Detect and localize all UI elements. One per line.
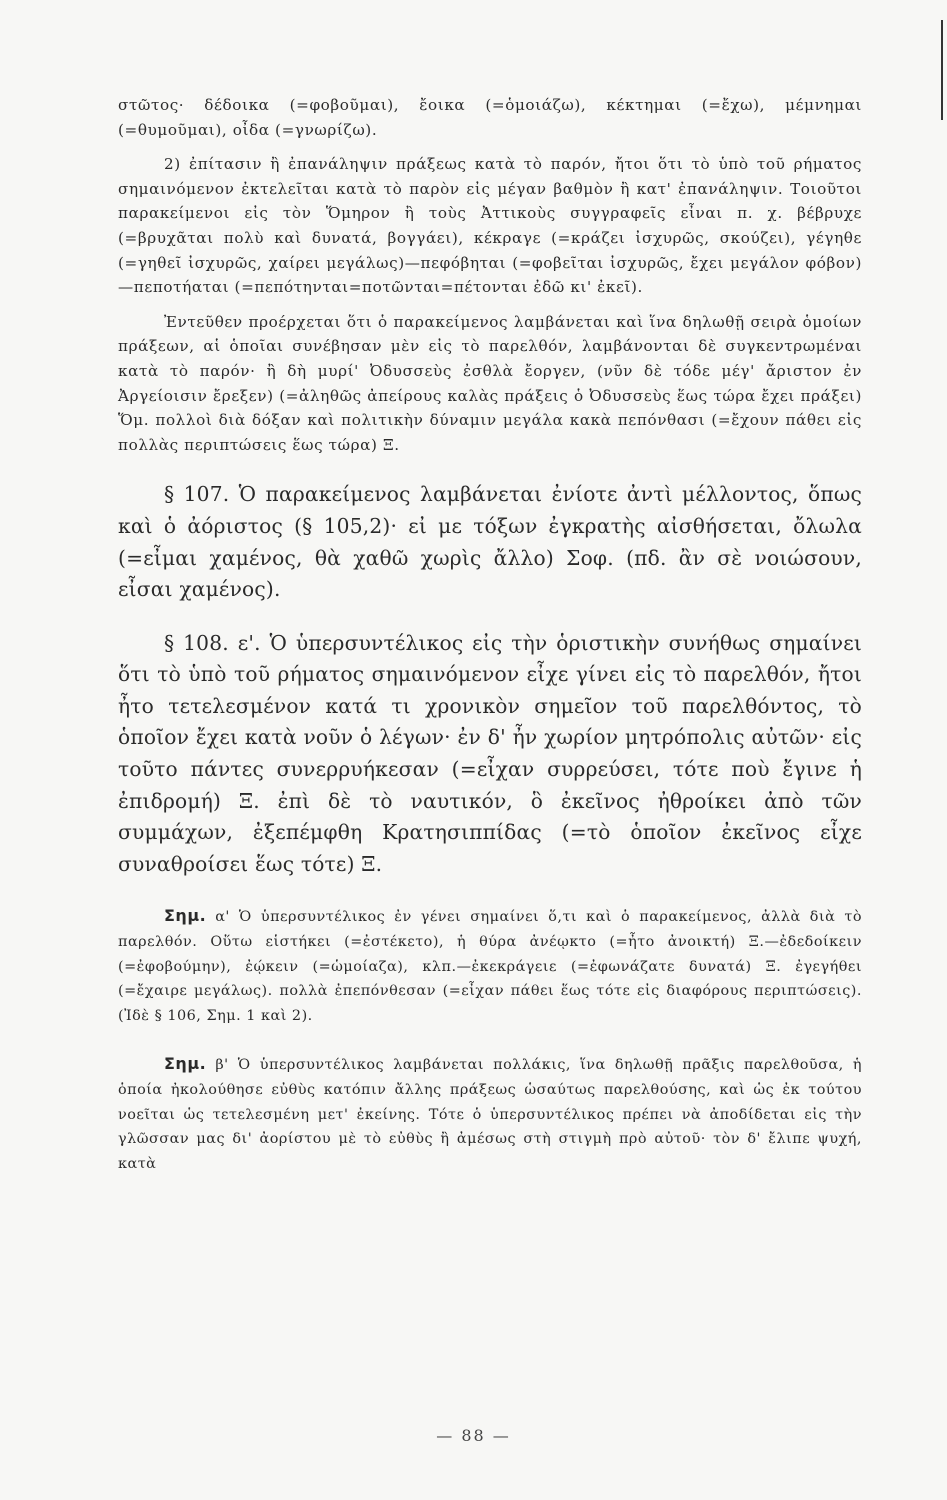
note-2-text: β' Ὁ ὑπερσυντέλικος λαμβάνεται πολλάκις, ἵνα δηλωθῇ πρᾶξις παρελθοῦσα, ἡ ὁποία ἠκολούθησε εὐθὺς κατόπιν ἄλλης πράξεως ὡσαύτως παρελθούσης, καὶ ὡς ἐκ τούτου νοεῖται ὡς τετελεσμένη μετ' ἐκείνης. Τότε ὁ ὑπερσυντέλικος πρέπει νὰ ἀποδίδεται εἰς τὴν γλῶσσαν μας δι' ἀορίστου μὲ τὸ εὐθὺς ἢ ἀμέσως στὴ στιγμὴ πρὸ αὐτοῦ· τὸν δ' ἔλιπε ψυχή, κατὰ	[118, 1057, 862, 1172]
page-number: — 88 —	[436, 1426, 511, 1445]
section-107: § 107. Ὁ παρακείμενος λαμβάνεται ἐνίοτε ἀντὶ μέλλοντος, ὅπως καὶ ὁ ἀόριστος (§ 105,2)· εἰ με τόξων ἐγκρατὴς αἰσθήσεται, ὄλωλα (=εἶμαι χαμένος, θὰ χαθῶ χωρὶς ἄλλο) Σοφ. (πδ. ἂν σὲ νοιώσουν, εἶσαι χαμένος).	[118, 482, 862, 602]
paragraph-3: Ἐντεῦθεν προέρχεται ὅτι ὁ παρακείμενος λαμβάνεται καὶ ἵνα δηλωθῇ σειρὰ ὁμοίων πράξεων, αἱ ὁποῖαι συνέβησαν μὲν εἰς τὸ παρελθόν, λαμβάνονται δὲ συγκεντρωμέναι κατὰ τὸ παρόν· ἢ δὴ μυρί' Ὀδυσσεὺς ἐσθλὰ ἔοργεν, (νῦν δὲ τόδε μέγ' ἄριστον ἐν Ἀργείοισιν ἔρεξεν) (=ἀληθῶς ἀπείρους καλὰς πράξεις ὁ Ὀδυσσεὺς ἕως τώρα ἔχει πράξει) Ὅμ. πολλοὶ διὰ δόξαν καὶ πολιτικὴν δύναμιν μεγάλα κακὰ πεπόνθασι (=ἔχουν πάθει εἰς πολλὰς περιπτώσεις ἕως τώρα) Ξ.	[118, 312, 862, 454]
page-edge-mark	[941, 20, 943, 120]
note-1	[118, 904, 862, 1028]
paragraph-1: στῶτος· δέδοικα (=φοβοῦμαι), ἔοικα (=ὁμοιάζω), κέκτημαι (=ἔχω), μέμνημαι (=θυμοῦμαι), οἶδα (=γνωρίζω).	[118, 96, 862, 139]
paragraph-2: 2) ἐπίτασιν ἢ ἐπανάληψιν πράξεως κατὰ τὸ παρόν, ἤτοι ὅτι τὸ ὑπὸ τοῦ ρήματος σημαινόμενον ἐκτελεῖται κατὰ τὸ παρὸν εἰς μέγαν βαθμὸν ἢ κατ' ἐπανάληψιν. Τοιοῦτοι παρακείμενοι εἰς τὸν Ὅμηρον ἢ τοὺς Ἀττικοὺς συγγραφεῖς εἶναι π. χ. βέβρυχε (=βρυχᾶται πολὺ καὶ δυνατά, βογγάει), κέκραγε (=κράζει ἰσχυρῶς, σκούζει), γέγηθε (=γηθεῖ ἰσχυρῶς, χαίρει μεγάλως)—πεφόβηται (=φοβεῖται ἰσχυρῶς, ἔχει μεγάλον φόβον)—πεποτήαται (=πεπότηνται=ποτῶνται=πέτονται ἐδῶ κι' ἐκεῖ).	[118, 155, 862, 297]
note-1-text: α' Ὁ ὑπερσυντέλικος ἐν γένει σημαίνει ὅ,τι καὶ ὁ παρακείμενος, ἀλλὰ διὰ τὸ παρελθόν. Οὕτω εἱστήκει (=ἐστέκετο), ἡ θύρα ἀνέῳκτο (=ἦτο ἀνοικτή) Ξ.—ἐδεδοίκειν (=ἐφοβούμην), ἐῴκειν (=ὡμοίαζα), κλπ.—ἐκεκράγειε (=ἐφωνάζατε δυνατά) Ξ. ἐγεγήθει (=ἔχαιρε μεγάλως). πολλὰ ἐπεπόνθεσαν (=εἶχαν πάθει ἕως τότε εἰς διαφόρους περιπτώσεις). (Ἰδὲ § 106, Σημ. 1 καὶ 2).	[118, 909, 862, 1024]
page-body	[118, 93, 862, 1176]
section-108: § 108. ε'. Ὁ ὑπερσυντέλικος εἰς τὴν ὁριστικὴν συνήθως σημαίνει ὅτι τὸ ὑπὸ τοῦ ρήματος σημαινόμενον εἶχε γίνει εἰς τὸ παρελθόν, ἤτοι ἦτο τετελεσμένον κατά τι χρονικὸν σημεῖον τοῦ παρελθόντος, τὸ ὁποῖον ἔχει κατὰ νοῦν ὁ λέγων· ἐν δ' ἦν χωρίον μητρόπολις αὐτῶν· εἰς τοῦτο πάντες συνερρυήκεσαν (=εἶχαν συρρεύσει, τότε ποὺ ἔγινε ἡ ἐπιδρομή) Ξ. ἐπὶ δὲ τὸ ναυτικόν, ὃ ἐκεῖνος ἠθροίκει ἀπὸ τῶν συμμάχων, ἐξεπέμφθη Κρατησιππίδας (=τὸ ὁποῖον ἐκεῖνος εἶχε συναθροίσει ἕως τότε) Ξ.	[118, 630, 862, 876]
note-2-label: Σημ.	[164, 1054, 207, 1074]
note-2	[118, 1052, 862, 1176]
note-1-label: Σημ.	[164, 906, 207, 926]
